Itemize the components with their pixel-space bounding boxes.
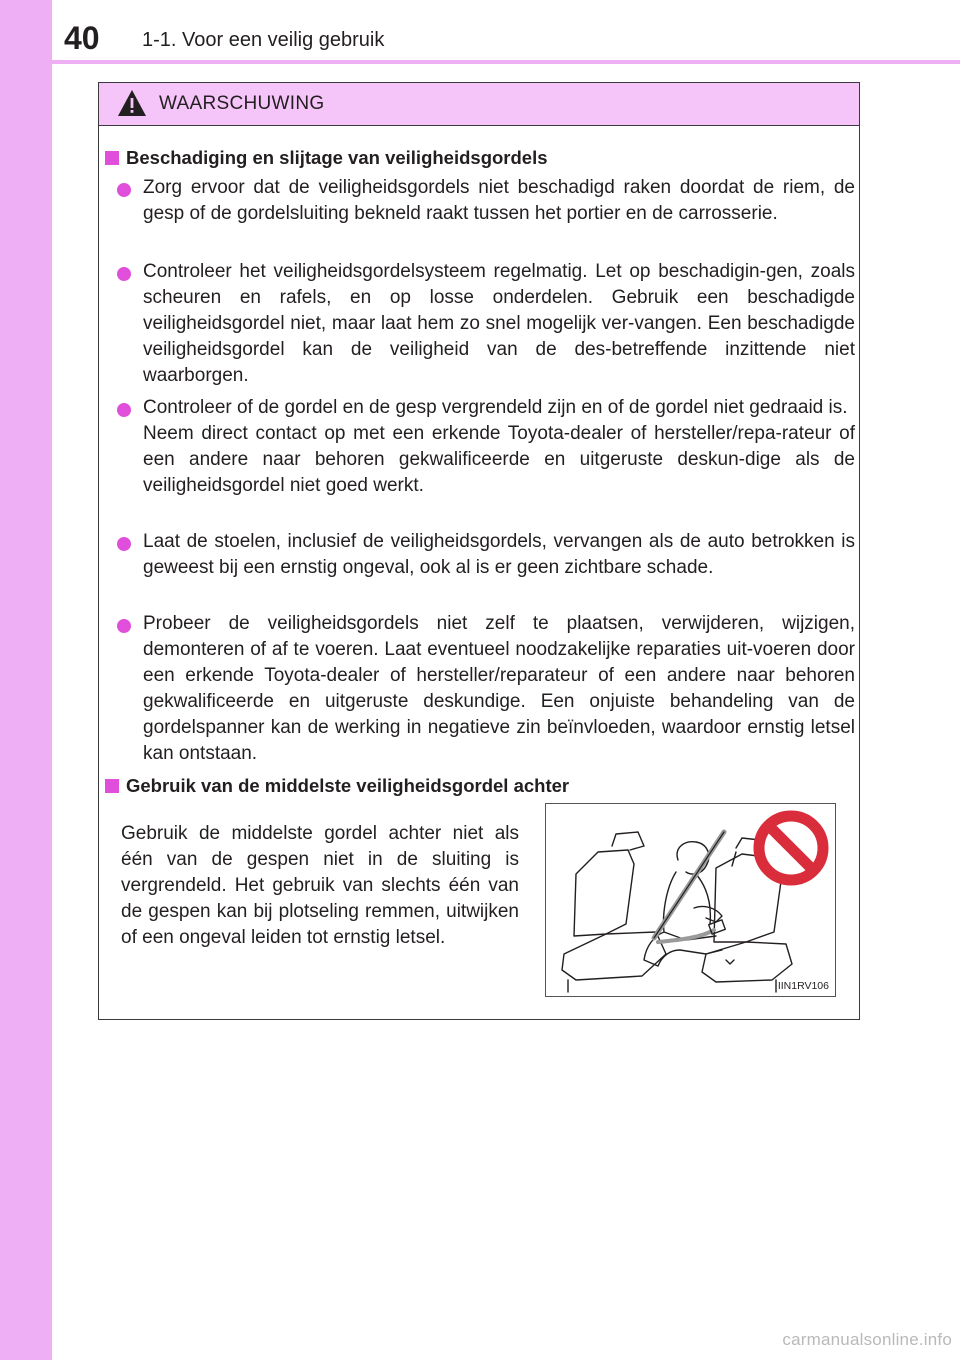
- square-bullet-icon: [105, 151, 119, 165]
- header-rule: [0, 60, 960, 64]
- figure-code: IIN1RV106: [777, 980, 829, 992]
- seatbelt-illustration: [545, 803, 836, 997]
- section-heading: Gebruik van de middelste veiligheidsgordel achter: [105, 773, 569, 799]
- watermark: carmanualsonline.info: [782, 1330, 952, 1349]
- paragraph: Gebruik de middelste gordel achter niet als één van de gespen niet in de sluiting is vergrendeld. Het gebruik van slechts één van de gespen kan bij plotseling remmen, uitwijken of een ongeval leiden tot ernstig letsel.: [121, 823, 519, 948]
- page-number: 40: [64, 20, 100, 56]
- round-bullet-icon: [117, 267, 131, 281]
- round-bullet-icon: [117, 619, 131, 633]
- square-bullet-icon: [105, 779, 119, 793]
- rear-seat-belt-illustration: [546, 804, 835, 996]
- list-item: Zorg ervoor dat de veiligheidsgordels niet beschadigd raken doordat de riem, de gesp of de gordelsluiting bekneld raakt tussen het portier en de carrosserie.: [109, 175, 855, 227]
- prohibition-icon: [759, 816, 823, 880]
- list-item: Controleer of de gordel en de gesp vergrendeld zijn en of de gordel niet gedraaid is. Neem direct contact op met een erkende Toyota-dealer of hersteller/repa-rateur of een andere naar behoren gekwalificeerde en uitgeruste deskun-dige als de veiligheidsgordel niet goed werkt.: [109, 395, 855, 499]
- warning-triangle-icon: [117, 89, 147, 117]
- section-title: 1-1. Voor een veilig gebruik: [142, 29, 385, 51]
- list-item: Controleer het veiligheidsgordelsysteem regelmatig. Let op beschadigin-gen, zoals scheuren en rafels, en op losse onderdelen. Gebruik een beschadigde veiligheidsgordel niet, maar laat hem zo snel mogelijk ver-vangen. Een beschadigde veiligheidsgordel kan de veiligheid van de des-betreffende inzittende niet waarborgen.: [109, 259, 855, 389]
- side-tab-strip: [0, 0, 52, 1360]
- section-heading: Beschadiging en slijtage van veiligheidsgordels: [105, 145, 548, 171]
- round-bullet-icon: [117, 403, 131, 417]
- warning-title: WAARSCHUWING: [159, 93, 325, 114]
- list-item: Probeer de veiligheidsgordels niet zelf te plaatsen, verwijderen, wijzigen, demonteren of af te voeren. Laat eventueel noodzakelijke reparaties uit-voeren door een erkende Toyota-dealer of hersteller/reparateur of een andere naar behoren gekwalificeerde en uitgeruste deskundige. Een onjuiste behandeling van de gordelspanner kan de werking in negatieve zin beïnvloeden, waardoor ernstig letsel kan ontstaan.: [109, 611, 855, 767]
- warning-header: [99, 83, 859, 126]
- round-bullet-icon: [117, 183, 131, 197]
- round-bullet-icon: [117, 537, 131, 551]
- warning-box: [98, 82, 860, 1020]
- list-item: Laat de stoelen, inclusief de veiligheidsgordels, vervangen als de auto betrokken is geweest bij een ernstig ongeval, ook al is er geen zichtbare schade.: [109, 529, 855, 581]
